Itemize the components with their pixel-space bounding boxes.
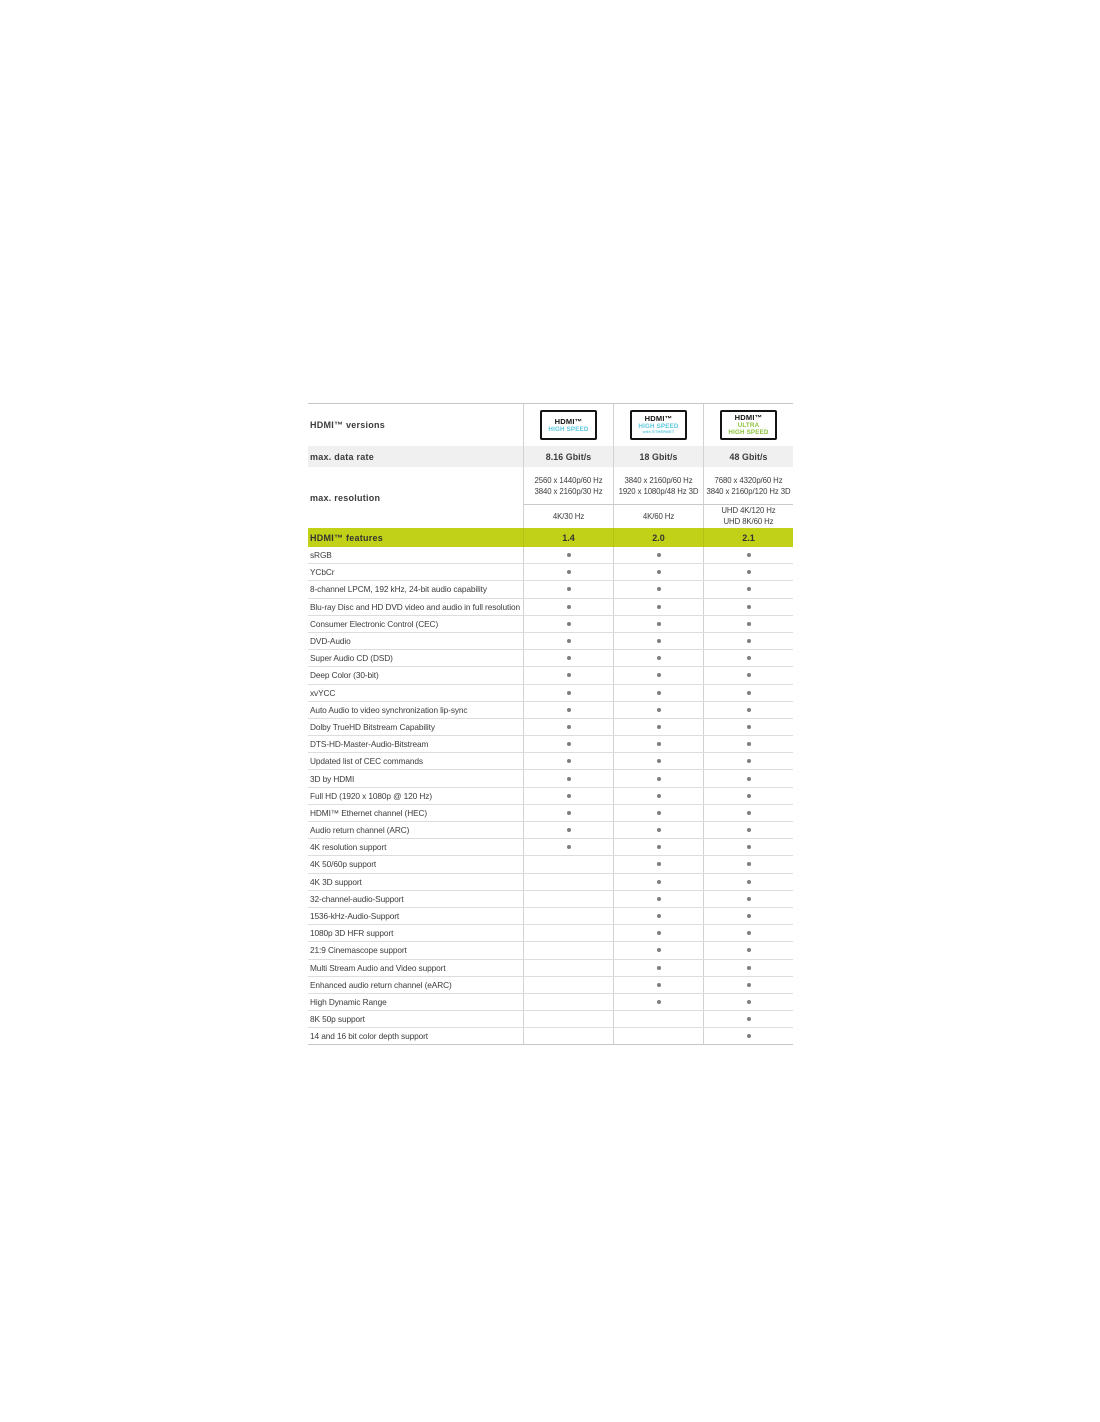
feature-support-cell xyxy=(703,839,793,855)
feature-support-cell xyxy=(523,599,613,615)
support-dot-icon xyxy=(657,639,661,643)
resolution-line: 4K/30 Hz xyxy=(552,511,585,521)
table-row xyxy=(308,753,793,770)
feature-support-cell xyxy=(613,564,703,580)
logo-line: ULTRA xyxy=(737,422,760,429)
support-dot-icon xyxy=(567,811,571,815)
hdmi-wordmark: HDMI™ xyxy=(554,416,583,426)
support-dot-icon xyxy=(567,622,571,626)
table-row xyxy=(308,685,793,702)
hdmi-high-speed-ethernet-logo xyxy=(630,410,687,440)
support-dot-icon xyxy=(747,673,751,677)
support-dot-icon xyxy=(567,691,571,695)
max-data-rate-row xyxy=(308,446,793,467)
support-dot-icon xyxy=(747,777,751,781)
max-data-rate-label: max. data rate xyxy=(310,451,375,462)
feature-label: 8-channel LPCM, 192 kHz, 24-bit audio capability xyxy=(310,584,487,595)
table-row xyxy=(308,977,793,994)
feature-support-cell xyxy=(523,788,613,804)
resolution-line: 1920 x 1080p/48 Hz 3D xyxy=(618,486,699,496)
feature-support-cell xyxy=(523,839,613,855)
support-dot-icon xyxy=(657,931,661,935)
feature-support-cell xyxy=(523,891,613,907)
table-row xyxy=(308,547,793,564)
support-dot-icon xyxy=(747,862,751,866)
support-dot-icon xyxy=(567,777,571,781)
resolution-secondary xyxy=(704,505,793,527)
resolution-secondary xyxy=(524,505,613,527)
table-row xyxy=(308,633,793,650)
feature-support-cell xyxy=(703,977,793,993)
support-dot-icon xyxy=(747,570,751,574)
logo-line: HIGH SPEED xyxy=(728,429,769,436)
table-row xyxy=(308,994,793,1011)
resolution-line: 2560 x 1440p/60 Hz xyxy=(534,475,603,485)
feature-support-cell xyxy=(523,874,613,890)
feature-label: sRGB xyxy=(310,550,332,561)
feature-label: 4K 3D support xyxy=(310,876,362,887)
support-dot-icon xyxy=(657,880,661,884)
feature-support-cell xyxy=(523,564,613,580)
feature-support-cell xyxy=(613,1011,703,1027)
data-rate-hdmi21: 48 Gbit/s xyxy=(703,446,793,467)
table-row xyxy=(308,770,793,787)
feature-label: Blu-ray Disc and HD DVD video and audio in full resolution xyxy=(310,601,521,612)
table-row xyxy=(308,616,793,633)
feature-support-cell xyxy=(613,702,703,718)
support-dot-icon xyxy=(657,725,661,729)
versions-row-label: HDMI™ versions xyxy=(310,420,386,430)
support-dot-icon xyxy=(657,1000,661,1004)
feature-label: 4K resolution support xyxy=(310,842,387,853)
feature-support-cell xyxy=(523,925,613,941)
feature-support-cell xyxy=(613,719,703,735)
feature-support-cell xyxy=(613,685,703,701)
feature-support-cell xyxy=(613,753,703,769)
support-dot-icon xyxy=(567,794,571,798)
feature-support-cell xyxy=(703,667,793,683)
feature-label: Auto Audio to video synchronization lip-sync xyxy=(310,704,468,715)
support-dot-icon xyxy=(747,742,751,746)
resolution-line: UHD 8K/60 Hz xyxy=(723,517,774,526)
feature-label: High Dynamic Range xyxy=(310,996,387,1007)
logo-line: HIGH SPEED xyxy=(638,423,679,430)
versions-row xyxy=(308,404,793,446)
feature-support-cell xyxy=(523,667,613,683)
support-dot-icon xyxy=(747,656,751,660)
support-dot-icon xyxy=(747,811,751,815)
table-row xyxy=(308,805,793,822)
table-row xyxy=(308,581,793,598)
resolution-cell-hdmi21 xyxy=(703,467,793,528)
feature-support-cell xyxy=(703,908,793,924)
feature-label: Enhanced audio return channel (eARC) xyxy=(310,979,452,990)
feature-label: DTS-HD-Master-Audio-Bitstream xyxy=(310,739,429,750)
feature-support-cell xyxy=(523,960,613,976)
logo-line: with ETHERNET xyxy=(642,430,675,434)
feature-support-cell xyxy=(703,650,793,666)
resolution-line: 7680 x 4320p/60 Hz xyxy=(714,475,783,485)
support-dot-icon xyxy=(657,777,661,781)
feature-support-cell xyxy=(523,977,613,993)
support-dot-icon xyxy=(567,587,571,591)
table-row xyxy=(308,839,793,856)
support-dot-icon xyxy=(657,691,661,695)
support-dot-icon xyxy=(567,725,571,729)
feature-rows xyxy=(308,547,793,1044)
feature-label: Audio return channel (ARC) xyxy=(310,825,410,836)
hdmi-wordmark: HDMI™ xyxy=(734,413,763,422)
feature-support-cell xyxy=(523,547,613,563)
support-dot-icon xyxy=(567,759,571,763)
feature-support-cell xyxy=(613,874,703,890)
table-row xyxy=(308,856,793,873)
feature-support-cell xyxy=(703,736,793,752)
support-dot-icon xyxy=(567,553,571,557)
support-dot-icon xyxy=(747,691,751,695)
support-dot-icon xyxy=(747,897,751,901)
feature-support-cell xyxy=(703,1028,793,1044)
support-dot-icon xyxy=(747,587,751,591)
feature-support-cell xyxy=(613,908,703,924)
table-row xyxy=(308,650,793,667)
feature-support-cell xyxy=(613,1028,703,1044)
support-dot-icon xyxy=(657,897,661,901)
support-dot-icon xyxy=(747,1000,751,1004)
feature-label: Deep Color (30-bit) xyxy=(310,670,379,681)
support-dot-icon xyxy=(657,759,661,763)
version-cell-hdmi14 xyxy=(523,404,613,446)
support-dot-icon xyxy=(657,948,661,952)
feature-support-cell xyxy=(703,788,793,804)
resolution-secondary xyxy=(614,505,703,527)
feature-label: 4K 50/60p support xyxy=(310,859,377,870)
table-row xyxy=(308,702,793,719)
feature-support-cell xyxy=(703,874,793,890)
feature-support-cell xyxy=(703,960,793,976)
features-version-hdmi21: 2.1 xyxy=(703,528,793,547)
support-dot-icon xyxy=(747,931,751,935)
data-rate-hdmi20: 18 Gbit/s xyxy=(613,446,703,467)
feature-support-cell xyxy=(613,547,703,563)
feature-label: Updated list of CEC commands xyxy=(310,756,423,767)
hdmi-high-speed-logo xyxy=(540,410,597,440)
feature-support-cell xyxy=(613,925,703,941)
support-dot-icon xyxy=(567,742,571,746)
feature-support-cell xyxy=(703,891,793,907)
support-dot-icon xyxy=(747,605,751,609)
feature-support-cell xyxy=(613,856,703,872)
logo-line: HIGH SPEED xyxy=(548,425,589,433)
feature-support-cell xyxy=(523,942,613,958)
feature-support-cell xyxy=(523,736,613,752)
feature-support-cell xyxy=(703,547,793,563)
resolution-line: 4K/60 Hz xyxy=(642,511,675,521)
support-dot-icon xyxy=(657,587,661,591)
feature-support-cell xyxy=(703,770,793,786)
feature-support-cell xyxy=(703,822,793,838)
feature-support-cell xyxy=(703,942,793,958)
feature-support-cell xyxy=(523,1011,613,1027)
support-dot-icon xyxy=(747,622,751,626)
feature-support-cell xyxy=(703,856,793,872)
support-dot-icon xyxy=(747,1034,751,1038)
feature-label: 1536-kHz-Audio-Support xyxy=(310,911,400,922)
support-dot-icon xyxy=(657,794,661,798)
feature-support-cell xyxy=(613,822,703,838)
support-dot-icon xyxy=(567,639,571,643)
feature-support-cell xyxy=(613,839,703,855)
support-dot-icon xyxy=(567,828,571,832)
support-dot-icon xyxy=(747,708,751,712)
support-dot-icon xyxy=(747,845,751,849)
support-dot-icon xyxy=(657,656,661,660)
support-dot-icon xyxy=(747,759,751,763)
feature-support-cell xyxy=(703,599,793,615)
hdmi-comparison-table xyxy=(308,403,793,1045)
support-dot-icon xyxy=(747,639,751,643)
support-dot-icon xyxy=(567,673,571,677)
resolution-line: 3840 x 2160p/120 Hz 3D xyxy=(706,486,791,496)
support-dot-icon xyxy=(747,725,751,729)
feature-support-cell xyxy=(523,581,613,597)
support-dot-icon xyxy=(747,828,751,832)
support-dot-icon xyxy=(657,966,661,970)
feature-label: 21:9 Cinemascope support xyxy=(310,945,407,956)
feature-support-cell xyxy=(703,581,793,597)
feature-support-cell xyxy=(613,891,703,907)
feature-support-cell xyxy=(613,616,703,632)
feature-support-cell xyxy=(523,616,613,632)
table-row xyxy=(308,874,793,891)
data-rate-hdmi14: 8.16 Gbit/s xyxy=(523,446,613,467)
table-row xyxy=(308,1028,793,1044)
feature-support-cell xyxy=(703,753,793,769)
support-dot-icon xyxy=(747,948,751,952)
table-row xyxy=(308,1011,793,1028)
feature-support-cell xyxy=(523,994,613,1010)
feature-support-cell xyxy=(703,994,793,1010)
table-row xyxy=(308,942,793,959)
feature-support-cell xyxy=(613,633,703,649)
resolution-cell-hdmi14 xyxy=(523,467,613,528)
support-dot-icon xyxy=(657,811,661,815)
support-dot-icon xyxy=(747,794,751,798)
max-resolution-row xyxy=(308,467,793,528)
support-dot-icon xyxy=(657,862,661,866)
feature-support-cell xyxy=(613,942,703,958)
version-cell-hdmi21 xyxy=(703,404,793,446)
support-dot-icon xyxy=(747,966,751,970)
table-row xyxy=(308,908,793,925)
feature-support-cell xyxy=(703,564,793,580)
feature-support-cell xyxy=(613,788,703,804)
feature-support-cell xyxy=(523,650,613,666)
support-dot-icon xyxy=(567,605,571,609)
support-dot-icon xyxy=(747,880,751,884)
feature-support-cell xyxy=(523,856,613,872)
feature-support-cell xyxy=(523,1028,613,1044)
resolution-line: 3840 x 2160p/30 Hz xyxy=(534,486,603,496)
support-dot-icon xyxy=(747,553,751,557)
feature-support-cell xyxy=(523,908,613,924)
feature-support-cell xyxy=(613,736,703,752)
support-dot-icon xyxy=(657,742,661,746)
version-cell-hdmi20 xyxy=(613,404,703,446)
feature-label: 14 and 16 bit color depth support xyxy=(310,1031,429,1042)
feature-support-cell xyxy=(613,805,703,821)
support-dot-icon xyxy=(657,828,661,832)
feature-label: 3D by HDMI xyxy=(310,773,355,784)
feature-support-cell xyxy=(523,702,613,718)
support-dot-icon xyxy=(567,656,571,660)
feature-label: Full HD (1920 x 1080p @ 120 Hz) xyxy=(310,790,432,801)
feature-support-cell xyxy=(523,770,613,786)
feature-label: 32-channel-audio-Support xyxy=(310,893,404,904)
feature-support-cell xyxy=(523,753,613,769)
feature-support-cell xyxy=(703,805,793,821)
feature-label: Consumer Electronic Control (CEC) xyxy=(310,618,439,629)
support-dot-icon xyxy=(657,570,661,574)
support-dot-icon xyxy=(657,553,661,557)
feature-support-cell xyxy=(613,994,703,1010)
table-row xyxy=(308,564,793,581)
table-row xyxy=(308,788,793,805)
feature-support-cell xyxy=(703,685,793,701)
resolution-primary xyxy=(704,467,793,505)
resolution-cell-hdmi20 xyxy=(613,467,703,528)
feature-label: HDMI™ Ethernet channel (HEC) xyxy=(310,807,428,818)
table-row xyxy=(308,719,793,736)
feature-support-cell xyxy=(613,599,703,615)
feature-support-cell xyxy=(613,960,703,976)
feature-support-cell xyxy=(523,805,613,821)
table-row xyxy=(308,599,793,616)
max-resolution-label: max. resolution xyxy=(310,492,381,503)
feature-support-cell xyxy=(523,719,613,735)
table-row xyxy=(308,822,793,839)
hdmi-wordmark: HDMI™ xyxy=(644,414,673,423)
feature-support-cell xyxy=(703,925,793,941)
feature-support-cell xyxy=(703,633,793,649)
feature-label: 8K 50p support xyxy=(310,1014,365,1025)
feature-support-cell xyxy=(613,770,703,786)
feature-support-cell xyxy=(613,650,703,666)
support-dot-icon xyxy=(657,622,661,626)
support-dot-icon xyxy=(657,845,661,849)
support-dot-icon xyxy=(747,1017,751,1021)
feature-support-cell xyxy=(703,719,793,735)
resolution-line: UHD 4K/120 Hz xyxy=(721,506,776,515)
feature-support-cell xyxy=(523,685,613,701)
table-row xyxy=(308,925,793,942)
hdmi-ultra-high-speed-logo xyxy=(720,410,777,440)
table-row xyxy=(308,960,793,977)
features-version-hdmi14: 1.4 xyxy=(523,528,613,547)
features-version-hdmi20: 2.0 xyxy=(613,528,703,547)
feature-support-cell xyxy=(613,977,703,993)
table-row xyxy=(308,891,793,908)
resolution-primary xyxy=(614,467,703,505)
support-dot-icon xyxy=(567,570,571,574)
feature-label: Multi Stream Audio and Video support xyxy=(310,962,446,973)
features-header-row xyxy=(308,528,793,547)
feature-support-cell xyxy=(523,633,613,649)
table-row xyxy=(308,736,793,753)
feature-label: xvYCC xyxy=(310,687,336,698)
support-dot-icon xyxy=(747,983,751,987)
resolution-line: 3840 x 2160p/60 Hz xyxy=(624,475,693,485)
resolution-primary xyxy=(524,467,613,505)
support-dot-icon xyxy=(657,708,661,712)
support-dot-icon xyxy=(657,605,661,609)
support-dot-icon xyxy=(567,845,571,849)
feature-support-cell xyxy=(613,581,703,597)
support-dot-icon xyxy=(657,914,661,918)
support-dot-icon xyxy=(657,983,661,987)
feature-support-cell xyxy=(703,616,793,632)
feature-support-cell xyxy=(523,822,613,838)
features-header-label: HDMI™ features xyxy=(310,532,384,543)
support-dot-icon xyxy=(567,708,571,712)
support-dot-icon xyxy=(657,673,661,677)
table-row xyxy=(308,667,793,684)
feature-support-cell xyxy=(703,702,793,718)
feature-support-cell xyxy=(703,1011,793,1027)
feature-label: Dolby TrueHD Bitstream Capability xyxy=(310,721,435,732)
feature-support-cell xyxy=(613,667,703,683)
feature-label: 1080p 3D HFR support xyxy=(310,928,394,939)
feature-label: DVD-Audio xyxy=(310,636,351,647)
support-dot-icon xyxy=(747,914,751,918)
feature-label: Super Audio CD (DSD) xyxy=(310,653,393,664)
feature-label: YCbCr xyxy=(310,567,335,578)
